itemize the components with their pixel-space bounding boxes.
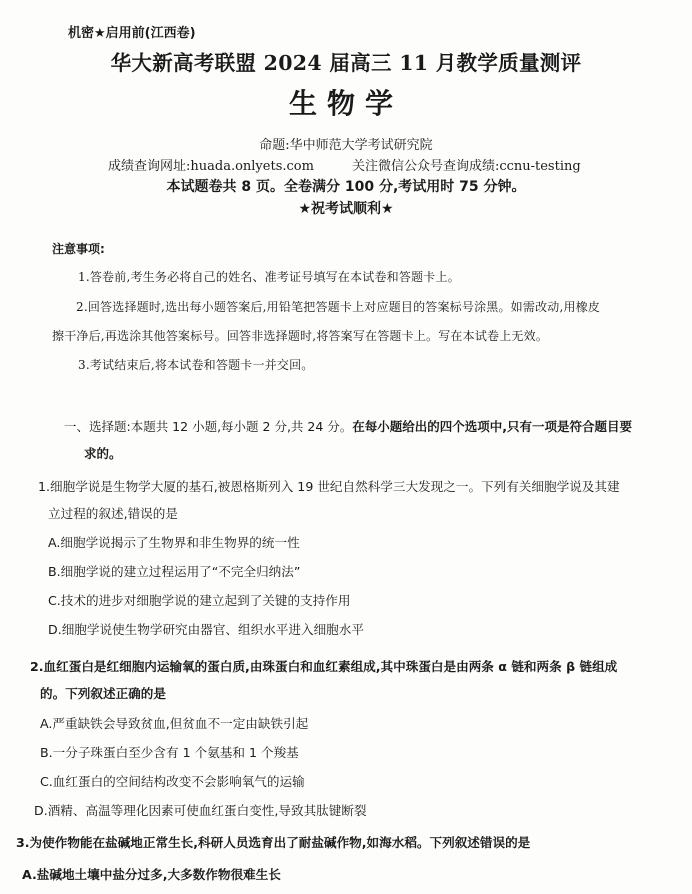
- question-2-option-b: B.一分子珠蛋白至少含有 1 个氨基和 1 个羧基: [40, 745, 299, 760]
- question-2-option-d: D.酒精、高温等理化因素可使血红蛋白变性,导致其肽键断裂: [34, 803, 367, 818]
- section-heading-plain: 一、选择题:本题共 12 小题,每小题 2 分,共 24 分。: [64, 419, 353, 434]
- exam-title: 华大新高考联盟 2024 届高三 11 月教学质量测评: [110, 51, 582, 75]
- question-2-option-a: A.严重缺铁会导致贫血,但贫血不一定由缺铁引起: [40, 716, 309, 731]
- section-heading-bold: 在每小题给出的四个选项中,只有一项是符合题目要: [352, 419, 633, 434]
- note-item-3: 3.考试结束后,将本试卷和答题卡一并交回。: [78, 358, 314, 372]
- notes-title: 注意事项:: [52, 242, 105, 256]
- question-2-stem-line-1: 2.血红蛋白是红细胞内运输氧的蛋白质,由珠蛋白和血红素组成,其中珠蛋白是由两条 α 链和两条 β 链组成: [30, 659, 618, 674]
- good-luck-line: ★祝考试顺利★: [298, 201, 394, 217]
- exam-info: 本试题卷共 8 页。全卷满分 100 分,考试用时 75 分钟。: [166, 179, 526, 195]
- question-3-option-a: A.盐碱地土壤中盐分过多,大多数作物很难生长: [22, 867, 281, 882]
- question-1-option-b: B.细胞学说的建立过程运用了“不完全归纳法”: [48, 564, 301, 579]
- note-item-2-cont: 擦干净后,再选涂其他答案标号。回答非选择题时,将答案写在答题卡上。写在本试卷上无效。: [52, 329, 549, 343]
- wechat-query: 关注微信公众号查询成绩:ccnu-testing: [351, 159, 581, 174]
- question-1-option-d: D.细胞学说使生物学研究由器官、组织水平进入细胞水平: [48, 622, 364, 637]
- question-1-stem-line-2: 立过程的叙述,错误的是: [48, 506, 178, 521]
- question-1-option-c: C.技术的进步对细胞学说的建立起到了关键的支持作用: [48, 593, 351, 608]
- section-heading: [64, 417, 632, 435]
- query-line: [108, 155, 581, 174]
- question-1-option-a: A.细胞学说揭示了生物界和非生物界的统一性: [48, 535, 300, 550]
- question-3-stem-line-1: 3.为使作物能在盐碱地正常生长,科研人员选育出了耐盐碱作物,如海水稻。下列叙述错误的是: [16, 835, 531, 850]
- subject-title: 生物学: [288, 87, 403, 120]
- score-query-url: 成绩查询网址:huada.onlyets.com: [108, 159, 314, 174]
- author-line: 命题:华中师范大学考试研究院: [259, 138, 433, 153]
- question-1-stem-line-1: 1.细胞学说是生物学大厦的基石,被恩格斯列入 19 世纪自然科学三大发现之一。下列有关细胞学说及其建: [38, 479, 620, 494]
- question-2-option-c: C.血红蛋白的空间结构改变不会影响氧气的运输: [40, 774, 305, 789]
- note-item-1: 1.答卷前,考生务必将自己的姓名、准考证号填写在本试卷和答题卡上。: [78, 270, 460, 284]
- question-2-stem-line-2: 的。下列叙述正确的是: [40, 686, 166, 701]
- section-heading-cont: 求的。: [84, 446, 122, 461]
- confidential-label: 机密★启用前(江西卷): [68, 26, 196, 41]
- note-item-2: 2.回答选择题时,选出每小题答案后,用铅笔把答题卡上对应题目的答案标号涂黑。如需改动,用橡皮: [76, 300, 601, 314]
